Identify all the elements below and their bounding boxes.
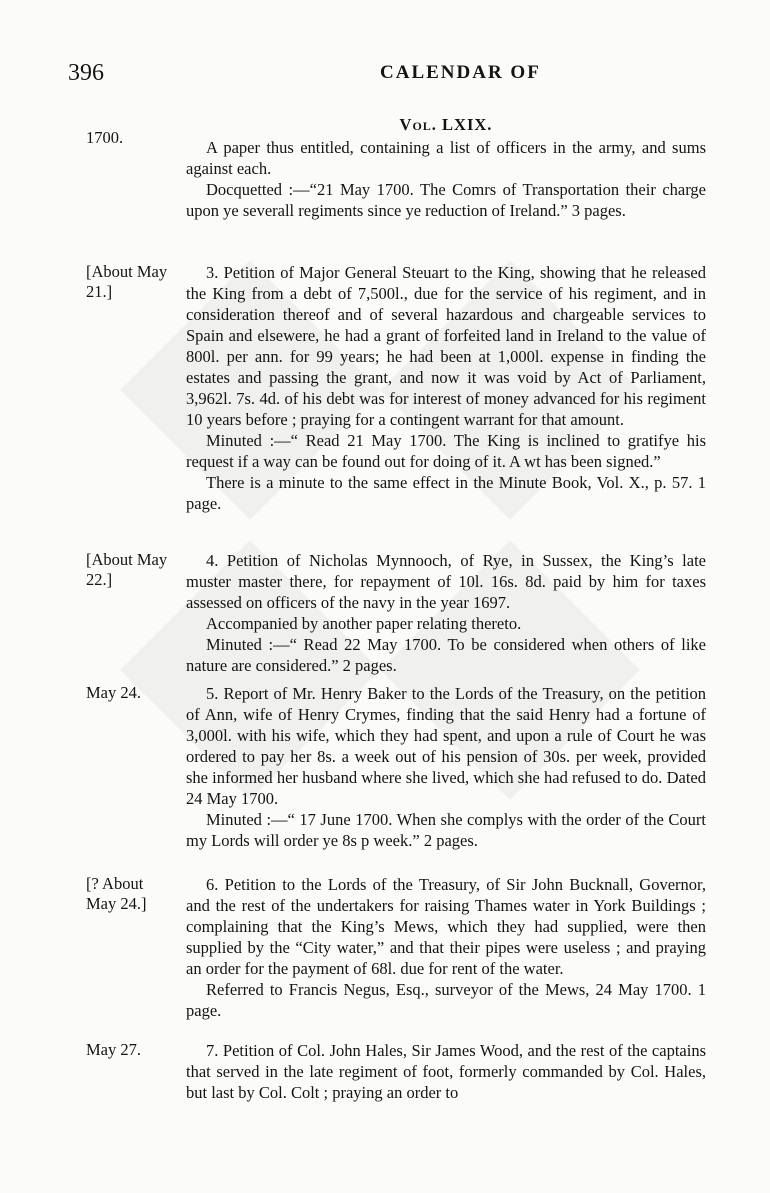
entry-body [186,114,706,221]
margin-date: [About May 22.] [86,550,168,589]
page-number: 396 [68,60,104,86]
entry-paragraph: 5. Report of Mr. Henry Baker to the Lords of the Treasury, on the petition of Ann, wife of Henry Crymes, finding that the said Henry had a fortune of 3,000l. with his wife, which they had spent, and upon a rule of Court he was ordered to pay her 8s. a week out of his pension of 30s. per week, provided she informed her husband where she lived, which she had refused to do. Dated 24 May 1700. [186,684,706,808]
entry-paragraph: 6. Petition to the Lords of the Treasury, of Sir John Bucknall, Governor, and the rest of the undertakers for raising Thames water in York Buildings ; complaining that the King’s Mews, which they had supplied, were then supplied by the “City water,” and that their pipes were useless ; and praying an order for the payment of 68l. due for rent of the water. [186,875,706,978]
entry-paragraph: Minuted :—“ Read 21 May 1700. The King is inclined to gratifye his request if a way can be found out for doing of it. A wt has been signed.” [186,431,706,471]
entry-paragraph: There is a minute to the same effect in the Minute Book, Vol. X., p. 57. 1 page. [186,473,706,513]
entry-body [186,874,706,1021]
margin-date: May 27. [86,1040,141,1059]
volume-heading: Vol. LXIX. [399,115,493,134]
entry-paragraph: Minuted :—“ Read 22 May 1700. To be considered when others of like nature are considered.” 2 pages. [186,635,706,675]
margin-date: 1700. [86,128,124,147]
entry-paragraph: Docquetted :—“21 May 1700. The Comrs of Transportation their charge upon ye severall regiments since ye reduction of Ireland.” 3 pages. [186,180,706,220]
entry-body [186,1040,706,1103]
margin-date: [About May 21.] [86,262,168,301]
entry-body [186,683,706,851]
entry-paragraph: Minuted :—“ 17 June 1700. When she complys with the order of the Court my Lords will order ye 8s p week.” 2 pages. [186,810,706,850]
running-title: CALENDAR OF [380,62,541,83]
entry-paragraph: A paper thus entitled, containing a list of officers in the army, and sums against each. [186,138,706,178]
margin-date: May 24. [86,683,141,702]
margin-date: [? About May 24.] [86,874,147,913]
entry-paragraph: 7. Petition of Col. John Hales, Sir James Wood, and the rest of the captains that served in the late regiment of foot, formerly commanded by Col. Hales, but last by Col. Colt ; praying an order to [186,1041,706,1102]
entry-paragraph: Referred to Francis Negus, Esq., surveyor of the Mews, 24 May 1700. 1 page. [186,980,706,1020]
entry-paragraph: 4. Petition of Nicholas Mynnooch, of Rye, in Sussex, the King’s late muster master there, for repayment of 10l. 16s. 8d. paid by him for taxes assessed on officers of the navy in the year 1697. [186,551,706,612]
entry-paragraph: 3. Petition of Major General Steuart to the King, showing that he released the King from a debt of 7,500l., due for the service of his regiment, and in consideration thereof and of several hazardous and chargeable services to Spain and elsewere, he had a grant of forfeited land in Ireland to the value of 800l. per ann. for 99 years; he had been at 1,000l. expense in finding the estates and passing the grant, and now it was void by Act of Parliament, 3,962l. 7s. 4d. of his debt was for interest of money advanced for his regiment 10 years before ; praying for a contingent warrant for that amount. [186,263,706,429]
entry-body [186,262,706,514]
entry-paragraph: Accompanied by another paper relating thereto. [206,614,522,633]
entry-body [186,550,706,676]
